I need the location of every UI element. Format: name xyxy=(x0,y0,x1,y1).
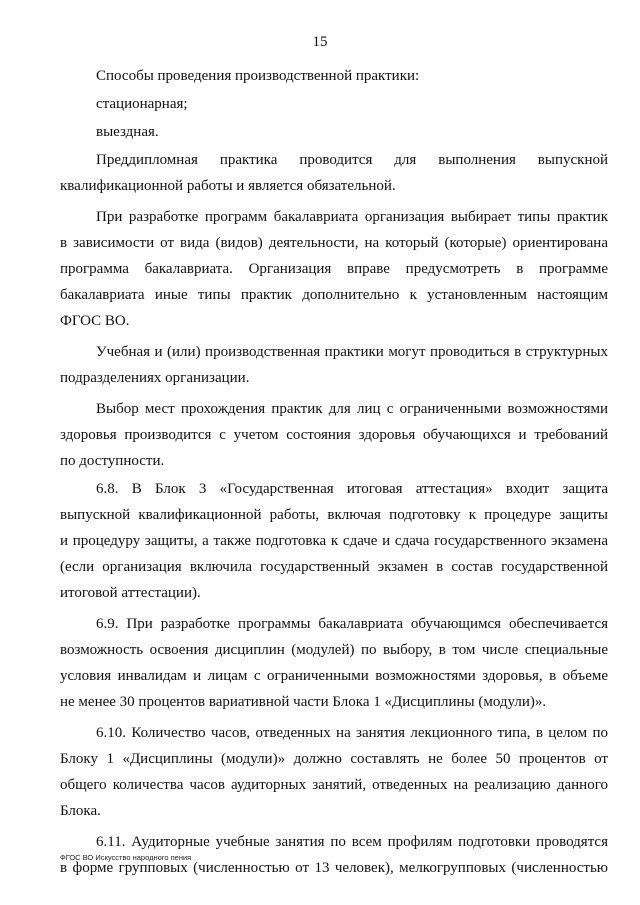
text-line: условия инвалидам и лицам с ограниченными возможностями здоровья, в объеме xyxy=(60,668,608,684)
text-line: подразделениях организации. xyxy=(60,370,250,386)
text-line: возможность освоения дисциплин (модулей) по выбору, в том числе специальные xyxy=(60,642,608,658)
text-line: 6.11. Аудиторные учебные занятия по всем профилям подготовки проводятся xyxy=(96,834,608,850)
text-line: Способы проведения производственной практики: xyxy=(96,68,420,84)
text-line: Выбор мест прохождения практик для лиц с ограниченными возможностями xyxy=(96,401,608,417)
text-line: здоровья производится с учетом состояния здоровья обучающихся и требований xyxy=(60,427,608,443)
text-line: квалификационной работы и является обязательной. xyxy=(60,178,396,194)
text-line: стационарная; xyxy=(96,96,188,112)
text-line: не менее 30 процентов вариативной части Блока 1 «Дисциплины (модули)». xyxy=(60,694,547,710)
text-line: выпускной квалификационной работы, включая подготовку к процедуре защиты xyxy=(60,507,608,523)
text-line: в форме групповых (численностью от 13 человек), мелкогрупповых (численностью xyxy=(60,860,608,876)
text-line: Преддипломная практика проводится для выполнения выпускной xyxy=(96,152,608,168)
text-line: 6.10. Количество часов, отведенных на занятия лекционного типа, в целом по xyxy=(96,725,608,741)
text-line: Блоку 1 «Дисциплины (модули)» должно составлять не более 50 процентов от xyxy=(60,751,608,767)
text-line: общего количества часов аудиторных занятий, отведенных на реализацию данного xyxy=(60,777,608,793)
footer-document-title: ФГОС ВО Искусство народного пения xyxy=(60,853,192,862)
page-number: 15 xyxy=(312,34,328,50)
text-line: по доступности. xyxy=(60,453,165,469)
body-text xyxy=(60,63,608,881)
text-line: выездная. xyxy=(96,124,159,140)
text-line: бакалавриата иные типы практик дополнительно к установленным настоящим xyxy=(60,287,608,303)
text-line: (если организация включила государственный экзамен в состав государственной xyxy=(60,559,608,575)
text-line: При разработке программ бакалавриата организация выбирает типы практик xyxy=(96,209,608,225)
text-line: ФГОС ВО. xyxy=(60,313,130,329)
text-line: в зависимости от вида (видов) деятельности, на который (которые) ориентирована xyxy=(60,235,608,251)
text-line: 6.9. При разработке программы бакалавриата обучающимся обеспечивается xyxy=(96,616,608,632)
text-line: Учебная и (или) производственная практики могут проводиться в структурных xyxy=(96,344,608,360)
text-line: программа бакалавриата. Организация вправе предусмотреть в программе xyxy=(60,261,608,277)
text-line: 6.8. В Блок 3 «Государственная итоговая аттестация» входит защита xyxy=(96,481,608,497)
text-line: и процедуру защиты, а также подготовка к сдаче и сдача государственного экзамена xyxy=(60,533,608,549)
text-line: Блока. xyxy=(60,803,101,819)
text-line: итоговой аттестации). xyxy=(60,585,201,601)
